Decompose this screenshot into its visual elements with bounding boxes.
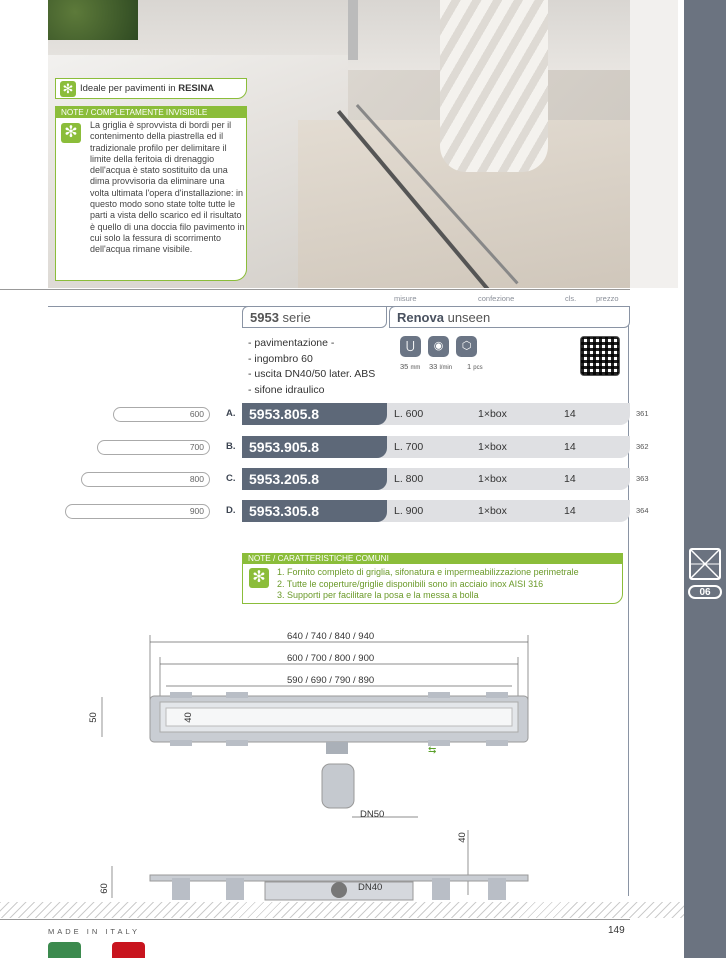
bottle-image bbox=[440, 0, 548, 172]
product-code: 5953.305.8 bbox=[242, 500, 387, 522]
flag-red bbox=[112, 942, 145, 958]
size-pill: 800 bbox=[81, 472, 210, 487]
product-row bbox=[0, 403, 649, 425]
made-in-italy: MADE IN ITALY bbox=[48, 927, 141, 936]
pack: 1×box bbox=[478, 505, 507, 517]
length: L. 800 bbox=[394, 473, 424, 485]
cls: 14 bbox=[564, 473, 576, 485]
asterisk-icon: ✻ bbox=[249, 568, 269, 588]
product-row bbox=[0, 468, 649, 490]
floor-hatch bbox=[0, 902, 684, 918]
product-code: 5953.205.8 bbox=[242, 468, 387, 490]
flow-icon: ◉ bbox=[428, 336, 449, 357]
siphon-icon: ⋃ bbox=[400, 336, 421, 357]
resin-note: ✻ Ideale per pavimenti in RESINA bbox=[55, 78, 247, 99]
product-name-box: Renova unseen bbox=[389, 306, 630, 328]
pack: 1×box bbox=[478, 473, 507, 485]
note-header: NOTE / COMPLETAMENTE INVISIBILE bbox=[56, 107, 246, 118]
column-cls: cls. bbox=[565, 294, 577, 303]
length: L. 700 bbox=[394, 441, 424, 453]
qr-code[interactable] bbox=[580, 336, 620, 376]
product-code: 5953.805.8 bbox=[242, 403, 387, 425]
spec-icons bbox=[400, 336, 477, 357]
price: 363 bbox=[636, 474, 649, 483]
length: L. 900 bbox=[394, 505, 424, 517]
flag-green bbox=[48, 942, 81, 958]
price: 361 bbox=[636, 409, 649, 418]
row-letter: C. bbox=[226, 473, 236, 484]
feature-list: - pavimentazione - - ingombro 60 - uscita DN40/50 later. ABS - sifone idraulico bbox=[248, 337, 376, 396]
dimension-label: DN40 bbox=[358, 882, 383, 893]
length: L. 600 bbox=[394, 408, 424, 420]
column-misure: misure bbox=[394, 294, 417, 303]
size-pill: 900 bbox=[65, 504, 210, 519]
cls: 14 bbox=[564, 408, 576, 420]
dimension-label: 60 bbox=[98, 883, 110, 894]
spec-label: 1 pcs bbox=[467, 362, 483, 371]
dimension-label: 600 / 700 / 800 / 900 bbox=[287, 653, 375, 664]
column-prezzo: prezzo bbox=[596, 294, 619, 303]
size-pill: 600 bbox=[113, 407, 210, 422]
dimension-label: DN50 bbox=[360, 809, 385, 820]
series-box: 5953 serie bbox=[242, 306, 387, 328]
row-letter: B. bbox=[226, 441, 236, 452]
product-row bbox=[0, 436, 649, 458]
price: 362 bbox=[636, 442, 649, 451]
pack: 1×box bbox=[478, 408, 507, 420]
notes-list: 1. Fornito completo di griglia, sifonatura e impermeabilizzazione perimetrale 2. Tutte le coperture/griglie disponibili sono in acciaio inox AISI 316 3. Supporti per facilitare la posa e la messa a bolla bbox=[277, 567, 579, 600]
row-letter: D. bbox=[226, 505, 236, 516]
column-confezione: confezione bbox=[478, 294, 515, 303]
invisible-note bbox=[55, 106, 247, 281]
size-pill: 700 bbox=[97, 440, 210, 455]
row-letter: A. bbox=[226, 408, 236, 419]
section-sidebar bbox=[684, 0, 726, 958]
dimension-label: 590 / 690 / 790 / 890 bbox=[287, 675, 375, 686]
divider bbox=[0, 289, 630, 290]
page-number: 149 bbox=[608, 925, 625, 936]
svg-text:⇆: ⇆ bbox=[428, 745, 437, 756]
dimension-label: 640 / 740 / 840 / 940 bbox=[287, 631, 375, 642]
divider bbox=[0, 919, 630, 920]
drain-logo-icon bbox=[689, 548, 721, 580]
spec-label: 35 mm bbox=[400, 362, 421, 371]
asterisk-icon: ✻ bbox=[61, 123, 81, 143]
product-code: 5953.905.8 bbox=[242, 436, 387, 458]
product-row bbox=[0, 500, 649, 522]
cls: 14 bbox=[564, 441, 576, 453]
note-text: La griglia è sprovvista di bordi per il contenimento della piastrella ed il tradizionale profilo per delimitare il limite della feritoia di drenaggio dell'acqua è stato sostituito da una dima provvisoria da eliminare una volta ultimata l'opera d'installazione: in questo modo sono state tolte tutte le parti a vista dello scarico ed il risultato è quello di una doccia filo pavimento in cui solo la fessura di scorrimento dell'acqua rimane visibile. bbox=[90, 120, 245, 255]
box-icon: ⬡ bbox=[456, 336, 477, 357]
asterisk-icon: ✻ bbox=[60, 81, 76, 97]
note-header: NOTE / CARATTERISTICHE COMUNI bbox=[243, 554, 622, 564]
dimension-label: 50 bbox=[87, 712, 99, 723]
dimension-label: 40 bbox=[182, 712, 194, 723]
cls: 14 bbox=[564, 505, 576, 517]
dimension-label: 40 bbox=[456, 832, 468, 843]
section-tag[interactable]: 06 bbox=[688, 585, 722, 599]
price: 364 bbox=[636, 506, 649, 515]
pack: 1×box bbox=[478, 441, 507, 453]
spec-label: 33 l/min bbox=[429, 362, 453, 371]
common-notes bbox=[242, 553, 623, 604]
